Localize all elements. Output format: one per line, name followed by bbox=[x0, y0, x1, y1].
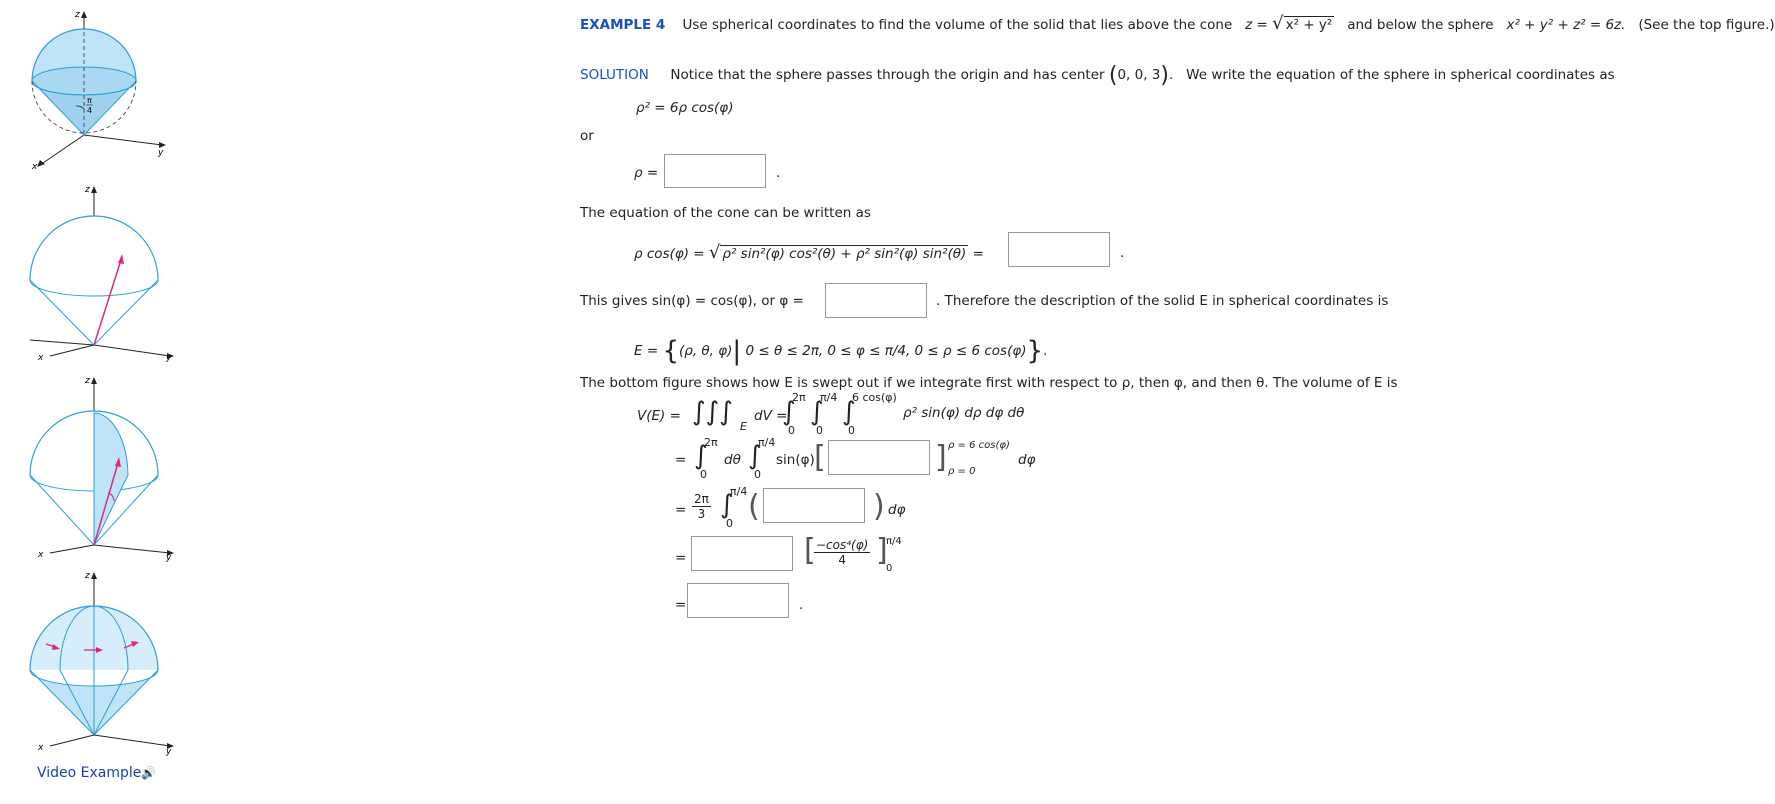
dphi-2: dφ bbox=[1018, 452, 1036, 468]
cone-period: . bbox=[1120, 245, 1125, 261]
svg-text:z: z bbox=[85, 376, 90, 386]
cone-answer-input[interactable] bbox=[1008, 232, 1110, 267]
integral-phi: ∫ bbox=[810, 397, 824, 427]
dphi-3: dφ bbox=[888, 502, 906, 518]
cos-bracket-left: [ bbox=[804, 533, 816, 568]
cos4-over-4: $\frac{\text{−cos⁴(φ)}}{4}$ bbox=[816, 538, 869, 567]
cone-expr: z = bbox=[1245, 17, 1268, 33]
eq-sign-4: = bbox=[675, 550, 687, 566]
bracket-left: [ bbox=[814, 440, 826, 475]
svg-text:y: y bbox=[166, 747, 172, 757]
svg-text:x: x bbox=[38, 550, 44, 560]
two-pi-over-3: $\frac{2\pi}{3}$ bbox=[694, 492, 709, 521]
video-example-link[interactable]: Video Example🔊 bbox=[37, 765, 157, 781]
phi-integrand-answer-input[interactable] bbox=[763, 488, 865, 523]
phi-answer-input[interactable] bbox=[825, 283, 927, 318]
svg-text:x: x bbox=[38, 743, 44, 753]
integral-theta: ∫ bbox=[782, 397, 796, 427]
speaker-icon: 🔊 bbox=[141, 766, 157, 780]
or-text: or bbox=[580, 128, 594, 144]
rho-eq-label: ρ = bbox=[634, 165, 659, 181]
integral-phi-2: ∫ bbox=[748, 441, 762, 471]
eq-sign-3: = bbox=[675, 502, 687, 518]
example-label: EXAMPLE 4 bbox=[580, 17, 666, 33]
cos-upper-pi4: π/4 bbox=[886, 536, 902, 547]
sphere-equation: x² + y² + z² = 6z. bbox=[1506, 17, 1626, 33]
cos-lower-0: 0 bbox=[886, 563, 893, 574]
dV-text: dV = bbox=[754, 408, 788, 424]
lower-0-b: 0 bbox=[816, 424, 823, 437]
rho-answer-input[interactable] bbox=[664, 154, 766, 188]
svg-text:z: z bbox=[85, 185, 90, 195]
integral-theta-2: ∫ bbox=[694, 441, 708, 471]
svg-text:y: y bbox=[166, 553, 172, 563]
upper-pi4-3: π/4 bbox=[730, 485, 748, 498]
E-set-right: 0 ≤ θ ≤ 2π, 0 ≤ φ ≤ π/4, 0 ≤ ρ ≤ 6 cos(φ) bbox=[745, 343, 1027, 359]
svg-text:z: z bbox=[85, 571, 90, 581]
svg-text:x: x bbox=[38, 353, 44, 363]
cone-equation-radicand: ρ² sin²(φ) cos²(θ) + ρ² sin²(φ) sin²(θ) bbox=[722, 246, 967, 262]
upper-pi4-2: π/4 bbox=[758, 436, 776, 449]
upper-6cos: 6 cos(φ) bbox=[852, 391, 897, 404]
bracket-right: ] bbox=[935, 440, 947, 475]
final-period: . bbox=[799, 597, 804, 613]
therefore-text: . Therefore the description of the solid E in spherical coordinates is bbox=[936, 293, 1389, 309]
rho-period: . bbox=[776, 165, 781, 181]
figure-2-rho-sweep bbox=[20, 180, 180, 363]
sinphi: sin(φ) bbox=[776, 452, 815, 468]
eval-bottom: ρ = 0 bbox=[948, 466, 976, 477]
cos-bracket-right: ] bbox=[876, 533, 888, 568]
E-lhs: E = bbox=[634, 343, 659, 359]
cone-radicand: x² + y² bbox=[1285, 17, 1333, 33]
E-description: E = {(ρ, θ, φ)| 0 ≤ θ ≤ 2π, 0 ≤ φ ≤ π/4, 0 ≤ ρ ≤ 6 cos(φ)}. bbox=[634, 336, 1048, 366]
cone-lhs: ρ cos(φ) = bbox=[634, 246, 705, 262]
lower-0-2a: 0 bbox=[700, 468, 707, 481]
svg-text:y: y bbox=[166, 353, 172, 363]
gives-text: This gives sin(φ) = cos(φ), or φ = bbox=[580, 293, 804, 309]
final-volume-answer-input[interactable] bbox=[687, 583, 789, 618]
eq-sign-5: = bbox=[675, 597, 687, 613]
figure-3-phi-sweep bbox=[20, 375, 180, 563]
lower-0-c: 0 bbox=[848, 424, 855, 437]
coefficient-answer-input[interactable] bbox=[691, 536, 793, 571]
bottom-figure-text: The bottom figure shows how E is swept out if we integrate first with respect to ρ, then φ, and then θ. The volume of E is bbox=[580, 375, 1398, 391]
paren-right: ) bbox=[873, 489, 885, 524]
example-header: EXAMPLE 4 Use spherical coordinates to find the volume of the solid that lies above the cone z = √ x² + y² and below the sphere x² + y² + z² = 6z. (See the top figure.) bbox=[580, 13, 1775, 34]
inner-integral-answer-input[interactable] bbox=[828, 440, 930, 475]
cone-eq-sign: = bbox=[972, 246, 984, 262]
V-lhs: V(E) = bbox=[637, 408, 681, 424]
svg-text:π: π bbox=[87, 96, 92, 105]
integral-phi-3: ∫ bbox=[720, 490, 734, 520]
example-intro: Use spherical coordinates to find the volume of the solid that lies above the cone bbox=[682, 17, 1233, 33]
svg-text:4: 4 bbox=[87, 106, 93, 115]
upper-2pi-2: 2π bbox=[704, 436, 718, 449]
upper-pi4: π/4 bbox=[820, 391, 838, 404]
cone-equation: ρ cos(φ) = √ ρ² sin²(φ) cos²(θ) + ρ² sin²(φ) sin²(θ) = bbox=[634, 242, 984, 263]
see-figure-text: (See the top figure.) bbox=[1638, 17, 1775, 33]
lower-0-3: 0 bbox=[726, 517, 733, 530]
solution-line: SOLUTION Notice that the sphere passes through the origin and has center (0, 0, 3). We write the equation of the sphere in spherical coordinates as bbox=[580, 63, 1615, 88]
figure-4-theta-sweep bbox=[20, 570, 180, 755]
eq-sign-2: = bbox=[675, 452, 687, 468]
solution-text-1: Notice that the sphere passes through the origin and has center bbox=[670, 67, 1105, 83]
svg-text:y: y bbox=[158, 148, 164, 158]
solution-text-2: We write the equation of the sphere in spherical coordinates as bbox=[1186, 67, 1615, 83]
E-set-left: (ρ, θ, φ) bbox=[678, 343, 733, 359]
integrand: ρ² sin(φ) dρ dφ dθ bbox=[903, 405, 1025, 421]
dtheta: dθ bbox=[724, 452, 741, 468]
eval-top: ρ = 6 cos(φ) bbox=[948, 440, 1010, 451]
lower-0-a: 0 bbox=[788, 424, 795, 437]
and-below-text: and below the sphere bbox=[1347, 17, 1494, 33]
figure-1-sphere-cone bbox=[20, 5, 180, 170]
lower-0-2b: 0 bbox=[754, 468, 761, 481]
cone-text: The equation of the cone can be written as bbox=[580, 205, 871, 221]
svg-text:x: x bbox=[32, 162, 38, 172]
paren-left: ( bbox=[748, 489, 760, 524]
svg-text:z: z bbox=[75, 10, 80, 20]
integral-rho: ∫ bbox=[842, 397, 856, 427]
upper-2pi: 2π bbox=[792, 391, 806, 404]
sphere-center: 0, 0, 3 bbox=[1117, 67, 1161, 83]
sphere-spherical-eq: ρ² = 6ρ cos(φ) bbox=[636, 100, 734, 116]
solution-label: SOLUTION bbox=[580, 67, 649, 83]
triple-integral-E: ∫∫∫ bbox=[692, 397, 733, 427]
sub-E: E bbox=[740, 420, 747, 433]
